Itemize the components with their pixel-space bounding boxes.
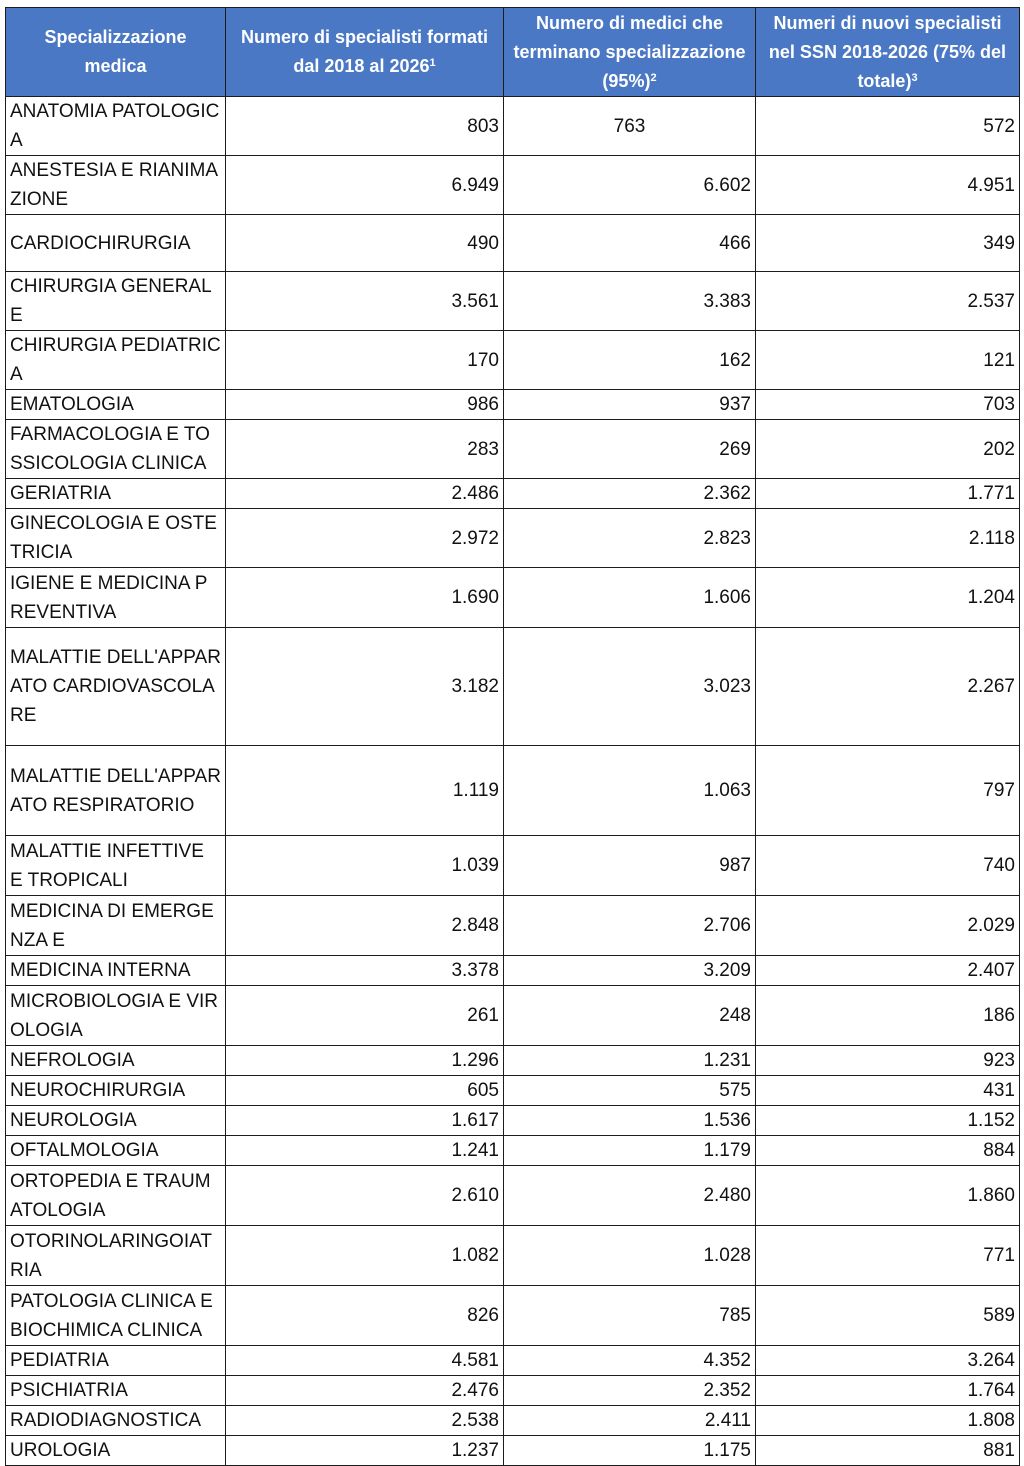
cell-specialisti-formati: 2.610 bbox=[226, 1166, 504, 1226]
cell-specialisti-formati: 2.538 bbox=[226, 1406, 504, 1436]
cell-specializzazione: MALATTIE INFETTIVE E TROPICALI bbox=[6, 836, 226, 896]
cell-specialisti-formati: 3.561 bbox=[226, 272, 504, 331]
table-header-row bbox=[6, 8, 1020, 97]
cell-medici-terminano: 466 bbox=[504, 215, 756, 272]
cell-specializzazione: GERIATRIA bbox=[6, 479, 226, 509]
cell-specializzazione: ANESTESIA E RIANIMAZIONE bbox=[6, 156, 226, 215]
cell-specialisti-formati: 1.690 bbox=[226, 568, 504, 628]
cell-specializzazione: ORTOPEDIA E TRAUMATOLOGIA bbox=[6, 1166, 226, 1226]
cell-specializzazione: EMATOLOGIA bbox=[6, 390, 226, 420]
cell-specializzazione: ANATOMIA PATOLOGICA bbox=[6, 97, 226, 156]
cell-specializzazione: PEDIATRIA bbox=[6, 1346, 226, 1376]
cell-specialisti-formati: 170 bbox=[226, 331, 504, 390]
cell-nuovi-specialisti: 1.152 bbox=[756, 1106, 1020, 1136]
cell-specializzazione: CHIRURGIA PEDIATRICA bbox=[6, 331, 226, 390]
cell-specialisti-formati: 3.182 bbox=[226, 628, 504, 746]
table-row bbox=[6, 479, 1020, 509]
cell-specialisti-formati: 1.237 bbox=[226, 1436, 504, 1466]
cell-nuovi-specialisti: 1.808 bbox=[756, 1406, 1020, 1436]
table-row bbox=[6, 1046, 1020, 1076]
cell-specialisti-formati: 3.378 bbox=[226, 956, 504, 986]
cell-specializzazione: MALATTIE DELL'APPARATO CARDIOVASCOLARE bbox=[6, 628, 226, 746]
cell-specialisti-formati: 261 bbox=[226, 986, 504, 1046]
cell-nuovi-specialisti: 1.771 bbox=[756, 479, 1020, 509]
cell-medici-terminano: 937 bbox=[504, 390, 756, 420]
table-row bbox=[6, 1226, 1020, 1286]
cell-medici-terminano: 1.179 bbox=[504, 1136, 756, 1166]
cell-specializzazione: RADIODIAGNOSTICA bbox=[6, 1406, 226, 1436]
table-row bbox=[6, 97, 1020, 156]
cell-medici-terminano: 575 bbox=[504, 1076, 756, 1106]
cell-medici-terminano: 763 bbox=[504, 97, 756, 156]
cell-specializzazione: CARDIOCHIRURGIA bbox=[6, 215, 226, 272]
cell-medici-terminano: 2.411 bbox=[504, 1406, 756, 1436]
cell-specialisti-formati: 986 bbox=[226, 390, 504, 420]
cell-specializzazione: PSICHIATRIA bbox=[6, 1376, 226, 1406]
header-specialisti-formati: Numero di specialisti formati dal 2018 al 2026$^1$ bbox=[226, 8, 504, 97]
table-row bbox=[6, 331, 1020, 390]
header-medici-terminano: Numero di medici che terminano specializzazione $(95\%)^2$ bbox=[504, 8, 756, 97]
cell-specializzazione: NEUROCHIRURGIA bbox=[6, 1076, 226, 1106]
table-row bbox=[6, 1346, 1020, 1376]
cell-specializzazione: MICROBIOLOGIA E VIROLOGIA bbox=[6, 986, 226, 1046]
cell-specializzazione: FARMACOLOGIA E TOSSICOLOGIA CLINICA bbox=[6, 420, 226, 479]
table-row bbox=[6, 1436, 1020, 1466]
table-row bbox=[6, 628, 1020, 746]
cell-medici-terminano: 2.706 bbox=[504, 896, 756, 956]
cell-specialisti-formati: 605 bbox=[226, 1076, 504, 1106]
cell-nuovi-specialisti: 589 bbox=[756, 1286, 1020, 1346]
cell-nuovi-specialisti: 2.118 bbox=[756, 509, 1020, 568]
cell-specializzazione: MEDICINA INTERNA bbox=[6, 956, 226, 986]
table-row bbox=[6, 568, 1020, 628]
cell-medici-terminano: 1.028 bbox=[504, 1226, 756, 1286]
cell-medici-terminano: 1.536 bbox=[504, 1106, 756, 1136]
cell-specialisti-formati: 1.039 bbox=[226, 836, 504, 896]
cell-medici-terminano: 2.480 bbox=[504, 1166, 756, 1226]
header-specializzazione: Specializzazione medica bbox=[6, 8, 226, 97]
table-row bbox=[6, 390, 1020, 420]
cell-medici-terminano: 4.352 bbox=[504, 1346, 756, 1376]
cell-specializzazione: OTORINOLARINGOIATRIA bbox=[6, 1226, 226, 1286]
cell-nuovi-specialisti: 431 bbox=[756, 1076, 1020, 1106]
cell-medici-terminano: 248 bbox=[504, 986, 756, 1046]
cell-nuovi-specialisti: 923 bbox=[756, 1046, 1020, 1076]
table-row bbox=[6, 1376, 1020, 1406]
table-row bbox=[6, 509, 1020, 568]
cell-specialisti-formati: 2.972 bbox=[226, 509, 504, 568]
cell-medici-terminano: 1.063 bbox=[504, 746, 756, 836]
cell-specialisti-formati: 4.581 bbox=[226, 1346, 504, 1376]
cell-medici-terminano: 3.023 bbox=[504, 628, 756, 746]
cell-specialisti-formati: 283 bbox=[226, 420, 504, 479]
table-row bbox=[6, 156, 1020, 215]
table-row bbox=[6, 1136, 1020, 1166]
cell-nuovi-specialisti: 771 bbox=[756, 1226, 1020, 1286]
cell-medici-terminano: 987 bbox=[504, 836, 756, 896]
cell-medici-terminano: 2.823 bbox=[504, 509, 756, 568]
table-row bbox=[6, 1106, 1020, 1136]
table-row bbox=[6, 1076, 1020, 1106]
table-body bbox=[6, 97, 1020, 1466]
cell-medici-terminano: 2.352 bbox=[504, 1376, 756, 1406]
cell-nuovi-specialisti: 2.267 bbox=[756, 628, 1020, 746]
cell-nuovi-specialisti: 703 bbox=[756, 390, 1020, 420]
cell-specializzazione: CHIRURGIA GENERALE bbox=[6, 272, 226, 331]
cell-medici-terminano: 3.383 bbox=[504, 272, 756, 331]
cell-nuovi-specialisti: 2.029 bbox=[756, 896, 1020, 956]
cell-specializzazione: UROLOGIA bbox=[6, 1436, 226, 1466]
cell-medici-terminano: 1.231 bbox=[504, 1046, 756, 1076]
table-row bbox=[6, 420, 1020, 479]
cell-nuovi-specialisti: 1.764 bbox=[756, 1376, 1020, 1406]
cell-specializzazione: MEDICINA DI EMERGENZA E bbox=[6, 896, 226, 956]
cell-nuovi-specialisti: 884 bbox=[756, 1136, 1020, 1166]
cell-nuovi-specialisti: 1.860 bbox=[756, 1166, 1020, 1226]
cell-nuovi-specialisti: 186 bbox=[756, 986, 1020, 1046]
table-row bbox=[6, 746, 1020, 836]
cell-specializzazione: NEFROLOGIA bbox=[6, 1046, 226, 1076]
cell-specialisti-formati: 803 bbox=[226, 97, 504, 156]
cell-specializzazione: NEUROLOGIA bbox=[6, 1106, 226, 1136]
cell-medici-terminano: 6.602 bbox=[504, 156, 756, 215]
cell-specializzazione: IGIENE E MEDICINA PREVENTIVA bbox=[6, 568, 226, 628]
header-nuovi-specialisti: Numeri di nuovi specialisti nel SSN 2018-2026 (75% del totale)$^3$ bbox=[756, 8, 1020, 97]
cell-medici-terminano: 785 bbox=[504, 1286, 756, 1346]
cell-nuovi-specialisti: 3.264 bbox=[756, 1346, 1020, 1376]
table-row bbox=[6, 215, 1020, 272]
cell-specializzazione: GINECOLOGIA E OSTETRICIA bbox=[6, 509, 226, 568]
cell-specializzazione: MALATTIE DELL'APPARATO RESPIRATORIO bbox=[6, 746, 226, 836]
cell-nuovi-specialisti: 740 bbox=[756, 836, 1020, 896]
cell-nuovi-specialisti: 1.204 bbox=[756, 568, 1020, 628]
cell-medici-terminano: 1.175 bbox=[504, 1436, 756, 1466]
table-row bbox=[6, 1406, 1020, 1436]
cell-specialisti-formati: 1.296 bbox=[226, 1046, 504, 1076]
table-row bbox=[6, 956, 1020, 986]
cell-medici-terminano: 3.209 bbox=[504, 956, 756, 986]
cell-specializzazione: PATOLOGIA CLINICA E BIOCHIMICA CLINICA bbox=[6, 1286, 226, 1346]
table-row bbox=[6, 896, 1020, 956]
table-row bbox=[6, 836, 1020, 896]
cell-nuovi-specialisti: 349 bbox=[756, 215, 1020, 272]
table-row bbox=[6, 1166, 1020, 1226]
cell-specialisti-formati: 2.848 bbox=[226, 896, 504, 956]
cell-medici-terminano: 269 bbox=[504, 420, 756, 479]
cell-nuovi-specialisti: 2.407 bbox=[756, 956, 1020, 986]
cell-specialisti-formati: 1.119 bbox=[226, 746, 504, 836]
cell-specializzazione: OFTALMOLOGIA bbox=[6, 1136, 226, 1166]
cell-specialisti-formati: 490 bbox=[226, 215, 504, 272]
cell-nuovi-specialisti: 572 bbox=[756, 97, 1020, 156]
cell-specialisti-formati: 1.241 bbox=[226, 1136, 504, 1166]
specializations-table bbox=[5, 7, 1020, 1466]
table-row bbox=[6, 986, 1020, 1046]
cell-medici-terminano: 162 bbox=[504, 331, 756, 390]
cell-specialisti-formati: 1.082 bbox=[226, 1226, 504, 1286]
table-row bbox=[6, 272, 1020, 331]
cell-nuovi-specialisti: 121 bbox=[756, 331, 1020, 390]
cell-specialisti-formati: 1.617 bbox=[226, 1106, 504, 1136]
cell-specialisti-formati: 2.486 bbox=[226, 479, 504, 509]
cell-specialisti-formati: 6.949 bbox=[226, 156, 504, 215]
cell-specialisti-formati: 2.476 bbox=[226, 1376, 504, 1406]
cell-medici-terminano: 2.362 bbox=[504, 479, 756, 509]
cell-nuovi-specialisti: 797 bbox=[756, 746, 1020, 836]
cell-medici-terminano: 1.606 bbox=[504, 568, 756, 628]
cell-specialisti-formati: 826 bbox=[226, 1286, 504, 1346]
table-row bbox=[6, 1286, 1020, 1346]
cell-nuovi-specialisti: 2.537 bbox=[756, 272, 1020, 331]
cell-nuovi-specialisti: 4.951 bbox=[756, 156, 1020, 215]
cell-nuovi-specialisti: 202 bbox=[756, 420, 1020, 479]
cell-nuovi-specialisti: 881 bbox=[756, 1436, 1020, 1466]
